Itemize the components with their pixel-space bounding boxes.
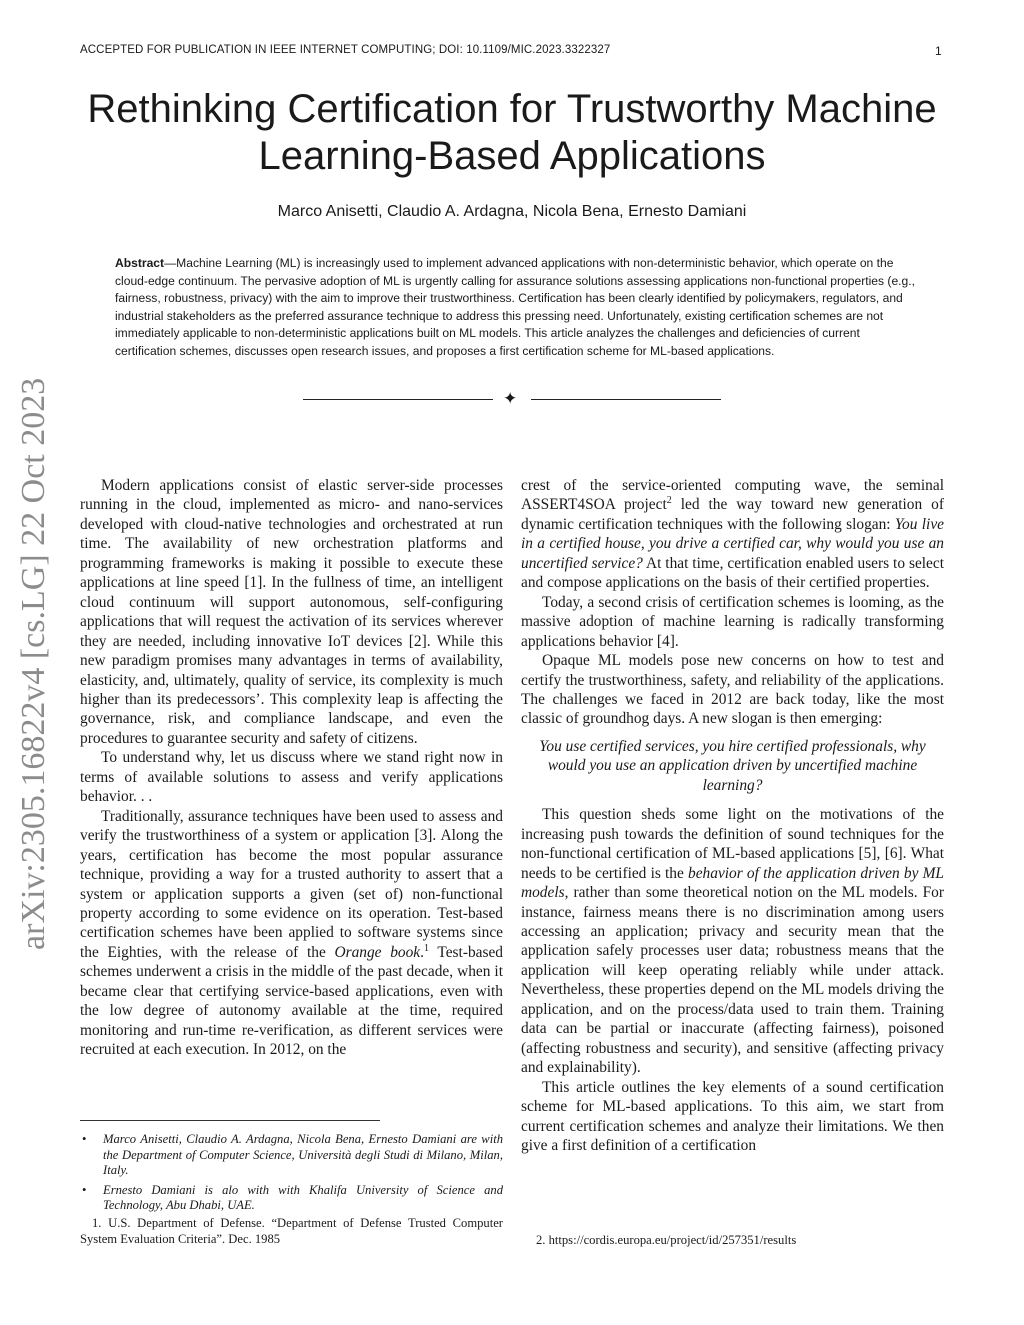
footnote-rule [80, 1120, 380, 1121]
paragraph: Opaque ML models pose new concerns on how to test and certify the trustworthiness, safety, and reliability of the applications. The challenges we faced in 2012 are back today, like the most classic of groundhog days. A new slogan is then emerging: [521, 652, 944, 728]
body-column-left [80, 476, 503, 1060]
body-column-right [521, 476, 944, 1155]
separator-rule-right [531, 399, 721, 400]
abstract [115, 255, 915, 361]
orange-book-title: Orange book [334, 943, 421, 961]
paragraph: This question sheds some light on the motivations of the increasing push towards the definition of sound techniques for the non-functional certification of ML-based applications [5], [6]. What needs to be certified is the behavior of the application driven by ML models, rather than some theoretical notion on the ML models. For instance, fairness means there is no discrimination among users accessing an application; privacy and security mean that the application safely processes user data; robustness means that the application will keep operating reliably while under attack. Nevertheless, these properties depend on the ML models driving the application, and on the process/data used to train them. Training data can be partial or inaccurate (affecting fairness), poisoned (affecting robustness and security), and sensitive (affecting privacy and explainability). [521, 806, 944, 1077]
separator-diamond-icon: ✦ [503, 389, 518, 408]
affiliation-item: • Ernesto Damiani is alo with with Khalifa University of Science and Technology, Abu Dhabi, UAE. [82, 1182, 503, 1213]
bullet-icon: • [82, 1132, 87, 1146]
abstract-text: —Machine Learning (ML) is increasingly used to implement advanced applications with non-deterministic behavior, which operate on the cloud-edge continuum. The pervasive adoption of ML is urgently calling for assurance solutions assessing applications non-functional properties (e.g., fairness, robustness, privacy) with the aim to improve their trustworthiness. Certification has been clearly identified by policymakers, regulators, and industrial stakeholders as the preferred assurance technique to address this pressing need. Unfortunately, existing certification schemes are not immediately applicable to non-deterministic applications built on ML models. This article analyzes the challenges and deficiencies of current certification schemes, discusses open research issues, and proposes a first certification scheme for ML-based applications. [115, 256, 915, 358]
title-line-2: Learning-Based Applications [258, 134, 766, 178]
bullet-icon: • [82, 1182, 87, 1197]
paragraph: Today, a second crisis of certification schemes is looming, as the massive adoption of machine learning is radically transforming applications behavior [4]. [521, 593, 944, 650]
paragraph: Modern applications consist of elastic server-side processes running in the cloud, implemented as micro- and nano-services developed with cloud-native technologies and orchestrated at run time. The availability of new orchestration platforms and programming frameworks is making it possible to execute these applications at line speed [1]. In the fullness of time, an intelligent cloud continuum will support autonomous, self-configuring applications that will request the activation of its services wherever they are needed, including innovative IoT devices [2]. While this new paradigm promises many advantages in terms of availability, elasticity, and, ultimately, quality of service, its complexity is much higher than its predecessors’. This complexity leap is affecting the governance, risk, and compliance landscape, and even the procedures to guarantee security and safety of citizens. [80, 477, 503, 747]
paper-title [60, 86, 964, 180]
running-head: ACCEPTED FOR PUBLICATION IN IEEE INTERNET COMPUTING; DOI: 10.1109/MIC.2023.3322327 [80, 44, 611, 56]
emphasis: behavior of the application driven by ML models [521, 864, 944, 902]
title-line-1: Rethinking Certification for Trustworthy Machine [87, 87, 937, 131]
abstract-label: Abstract [115, 256, 165, 270]
footnote-marker: 2 [666, 495, 672, 507]
footnote-marker: 1 [423, 942, 429, 954]
author-list: Marco Anisetti, Claudio A. Ardagna, Nicola Bena, Ernesto Damiani [277, 203, 747, 220]
paragraph: Traditionally, assurance techniques have been used to assess and verify the trustworthiness of a system or application [3]. Along the years, certification has become the most popular assurance technique, providing a way for a trusted authority to assert that a system or application supports a given (set of) non-functional property according to some evidence on its operation. Test-based certification schemes have been applied to software systems since the Eighties, with the release of the Orange book.$^1$ Test-based schemes underwent a crisis in the middle of the past decade, when it became clear that certifying service-based applications, even with the low degree of autonomy available at the time, required monitoring and run-time re-verification, as different services were recruited at each execution. In 2012, on the [80, 807, 503, 1059]
paragraph: To understand why, let us discuss where we stand right now in terms of available solutions to assess and verify applications behavior. . . [80, 749, 503, 806]
paragraph: crest of the service-oriented computing wave, the seminal ASSERT4SOA project$^2$ led the way toward new generation of dynamic certification techniques with the following slogan: You live in a certified house, you drive a certified car, why would you use an uncertified service? At that time, certification enabled users to select and compose applications on the basis of their certified properties. [521, 477, 944, 592]
footnote-2: 2. https://cordis.europa.eu/project/id/257351/results [536, 1233, 797, 1247]
affiliation-item: • Marco Anisetti, Claudio A. Ardagna, Nicola Bena, Ernesto Damiani are with the Department of Computer Science, Università degli Studi di Milano, Milan, Italy. [82, 1132, 503, 1178]
arxiv-identifier-stamp: arXiv:2305.16822v4 [cs.LG] 22 Oct 2023 [15, 377, 52, 950]
page-number: 1 [935, 44, 942, 58]
slogan-2012: You live in a certified house, you drive a certified car, why would you use an uncertified service? [521, 515, 944, 572]
author-affiliations [80, 1132, 503, 1218]
footnote-1: 1. U.S. Department of Defense. “Department of Defense Trusted Computer System Evaluation Criteria”. Dec. 1985 [80, 1216, 503, 1246]
paragraph: This article outlines the key elements of a sound certification scheme for ML-based applications. To this aim, we start from current certification schemes and analyze their limitations. We then give a first definition of a certification [521, 1078, 944, 1154]
separator-rule-left [303, 399, 493, 400]
slogan-quote: You use certified services, you hire certified professionals, why would you use an application driven by uncertified machine learning? [539, 737, 926, 794]
